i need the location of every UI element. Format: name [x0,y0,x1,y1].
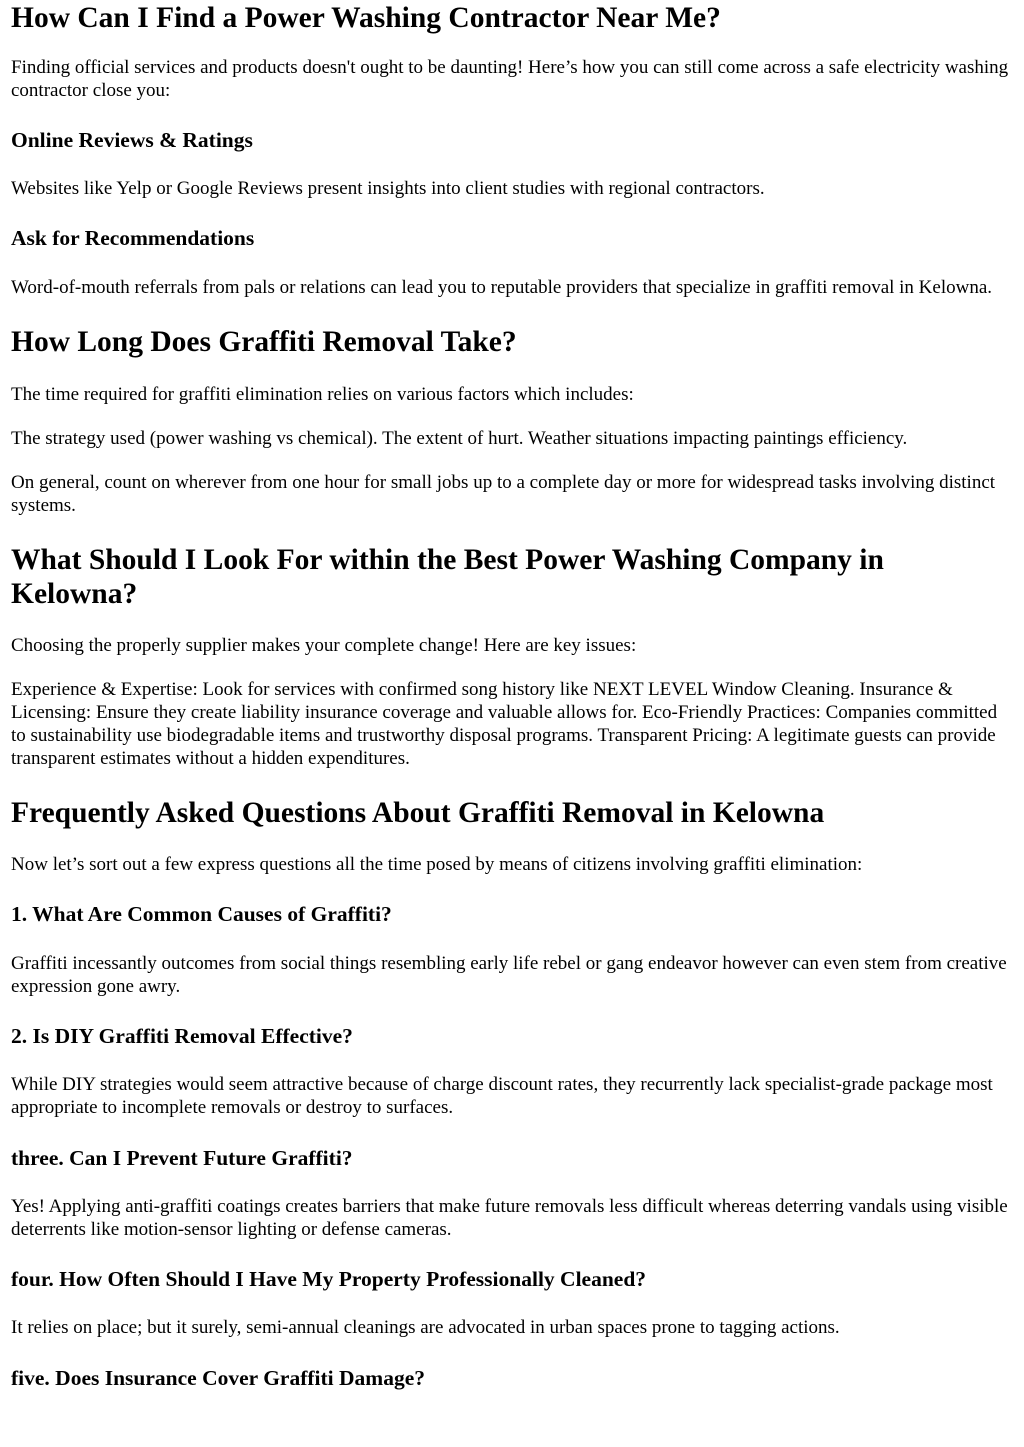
faq-answer-1: Graffiti incessantly outcomes from social things resembling early life rebel or gang endeavor however can even stem from creative expression gone awry. [11,953,1007,997]
paragraph-find-intro: Finding official services and products doesn't ought to be daunting! Here’s how you can still come across a safe electricity washing contractor close you: [11,57,1009,101]
subheading-online-reviews: Online Reviews & Ratings [11,128,253,152]
paragraph-duration-factors: The time required for graffiti elimination relies on various factors which includes: [11,384,634,405]
paragraph-faq-intro: Now let’s sort out a few express questions all the time posed by means of citizens involving graffiti elimination: [11,854,863,875]
faq-question-5: five. Does Insurance Cover Graffiti Damage? [11,1366,425,1390]
heading-removal-duration: How Long Does Graffiti Removal Take? [11,326,517,358]
heading-find-contractor: How Can I Find a Power Washing Contractor Near Me? [11,2,721,34]
paragraph-duration-list: The strategy used (power washing vs chemical). The extent of hurt. Weather situations impacting paintings efficiency. [11,428,908,449]
faq-question-4: four. How Often Should I Have My Property Professionally Cleaned? [11,1267,647,1291]
subheading-recommendations: Ask for Recommendations [11,226,255,250]
paragraph-best-criteria: Experience & Expertise: Look for services with confirmed song history like NEXT LEVEL Window Cleaning. Insurance & Licensing: Ensure they create liability insurance coverage and valuable allows for. Eco-Friendly Practices: Companies committed to sustainability use biodegradable items and trustworthy disposal programs. Transparent Pricing: A legitimate guests can provide transparent estimates without a hidden expenditures. [11,679,998,769]
paragraph-duration-estimate: On general, count on wherever from one hour for small jobs up to a complete day or more for widespread tasks involving distinct systems. [11,472,996,516]
paragraph-recommendations: Word-of-mouth referrals from pals or relations can lead you to reputable providers that specialize in graffiti removal in Kelowna. [11,277,993,298]
heading-best-company: What Should I Look For within the Best Power Washing Company in Kelowna? [11,544,884,610]
faq-answer-2: While DIY strategies would seem attractive because of charge discount rates, they recurrently lack specialist-grade package most appropriate to incomplete removals or destroy to surfaces. [11,1074,993,1118]
paragraph-online-reviews: Websites like Yelp or Google Reviews present insights into client studies with regional contractors. [11,178,765,199]
faq-question-3: three. Can I Prevent Future Graffiti? [11,1146,353,1170]
faq-answer-3: Yes! Applying anti-graffiti coatings creates barriers that make future removals less difficult whereas deterring vandals using visible deterrents like motion-sensor lighting or defense cameras. [11,1196,1008,1240]
heading-faq: Frequently Asked Questions About Graffiti Removal in Kelowna [11,797,825,829]
article [0,1,1024,1391]
faq-question-1: 1. What Are Common Causes of Graffiti? [11,902,392,926]
paragraph-best-intro: Choosing the properly supplier makes your complete change! Here are key issues: [11,635,637,656]
faq-question-2: 2. Is DIY Graffiti Removal Effective? [11,1024,353,1048]
faq-answer-4: It relies on place; but it surely, semi-annual cleanings are advocated in urban spaces prone to tagging actions. [11,1317,840,1338]
